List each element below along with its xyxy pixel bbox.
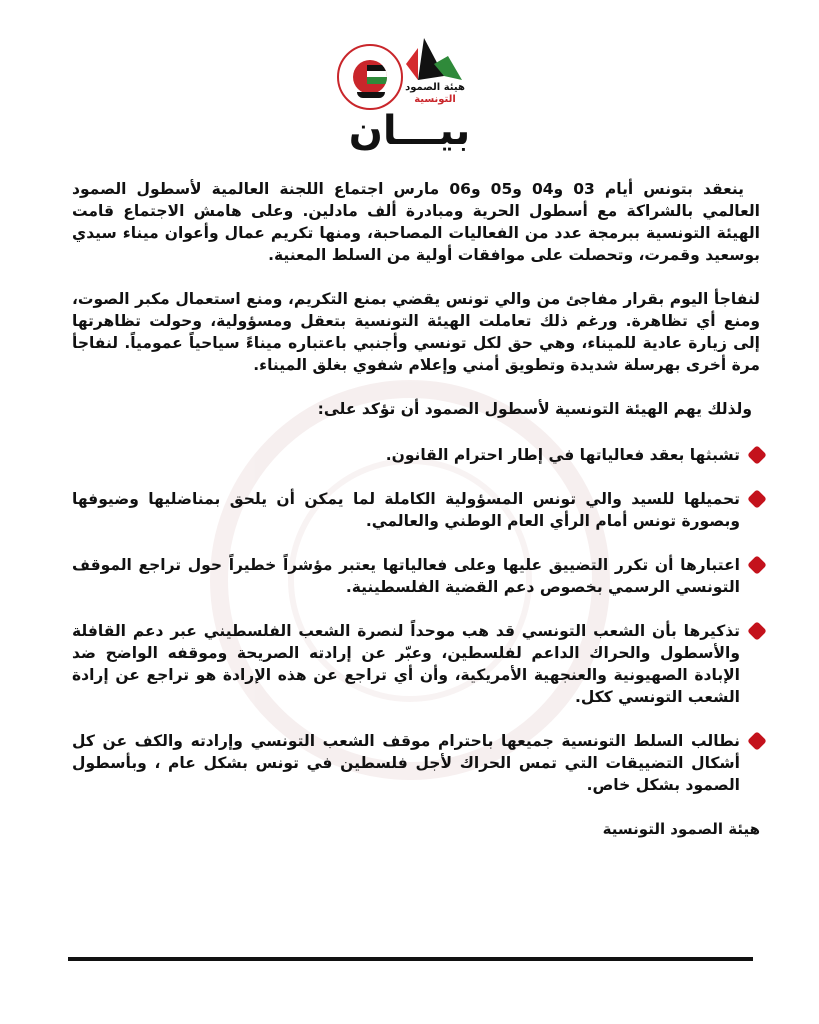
boat-icon: [357, 92, 385, 98]
sail-triangle-icon: [404, 36, 464, 84]
red-diamond-bullet-icon: [747, 445, 767, 465]
red-diamond-bullet-icon: [747, 555, 767, 575]
paragraph: ينعقد بتونس أيام 03 و04 و05 و06 مارس اجتماع اللجنة العالمية لأسطول الصمود العالمي بالشراكة مع أسطول الحرية ومبادرة ألف مادلين. وعلى هامش الاجتماع قامت الهيئة التونسية ببرمجة عدد من الفعاليات المصاحبة، ومنها تكريم عمال وأعوان ميناء سيدي بوسعيد وقمرت، وتحصلت على موافقات أولية من السلط المعنية.: [72, 180, 760, 264]
intro-line: ولذلك يهم الهيئة التونسية لأسطول الصمود أن تؤكد على:: [317, 400, 752, 418]
red-diamond-bullet-icon: [747, 621, 767, 641]
flag-emblem-icon: [353, 60, 387, 94]
list-item: تذكيرها بأن الشعب التونسي قد هب موحداً لنصرة الشعب الفلسطيني عبر دعم القافلة والأسطول والحراك الداعم لفلسطين، وعبّر عن إرادته الصريحة وموقفه الواضح ضد الإبادة الصهيونية والعنجهية الأمريكية، وأن أي تراجع عن هذه الإرادة هو تراجع عن إرادة الشعب التونسي ككل.: [72, 620, 760, 708]
list-item: تحميلها للسيد والي تونس المسؤولية الكاملة لما يمكن أن يلحق بمناضليها وضيوفها وبصورة تونس أمام الرأي العام الوطني والعالمي.: [72, 488, 760, 532]
logo-org-name: هيئة الصمود التونسية: [405, 82, 465, 105]
red-diamond-bullet-icon: [747, 489, 767, 509]
list-item: نطالب السلط التونسية جميعها باحترام موقف الشعب التونسي وإرادته والكف عن كل أشكال التضييقات التي تمس الحراك لأجل فلسطين في تونس بشكل عام ، وبأسطول الصمود بشكل خاص.: [72, 730, 760, 796]
header-logos: [0, 36, 819, 116]
list-item: تشبثها بعقد فعالياتها في إطار احترام القانون.: [72, 444, 760, 466]
statement-body: [72, 178, 760, 840]
global-sumud-flotilla-logo: [337, 44, 403, 110]
list-item: اعتبارها أن تكرر التضييق عليها وعلى فعالياتها يعتبر مؤشراً خطيراً حول تراجع الموقف التونسي الرسمي بخصوص دعم القضية الفلسطينية.: [72, 554, 760, 598]
signature: هيئة الصمود التونسية: [602, 820, 760, 838]
tunisian-sumud-committee-logo: [404, 36, 464, 116]
page-title: بيـــان: [348, 108, 471, 154]
red-diamond-bullet-icon: [747, 731, 767, 751]
paragraph: لنفاجأ اليوم بقرار مفاجئ من والي تونس يقضي بمنع التكريم، ومنع استعمال مكبر الصوت، ومنع أي تظاهرة. ورغم ذلك تعاملت الهيئة التونسية بتعقل ومسؤولية، وحولت تظاهرتها إلى زيارة عادية للميناء، وهي حق لكل تونسي وأجنبي باعتباره ميناءً سياحياً عمومياً. لنفاجأ مرة أخرى بهرسلة شديدة وتطويق أمني وإعلام شفوي بغلق الميناء.: [72, 290, 760, 374]
footer-divider: [68, 957, 753, 961]
